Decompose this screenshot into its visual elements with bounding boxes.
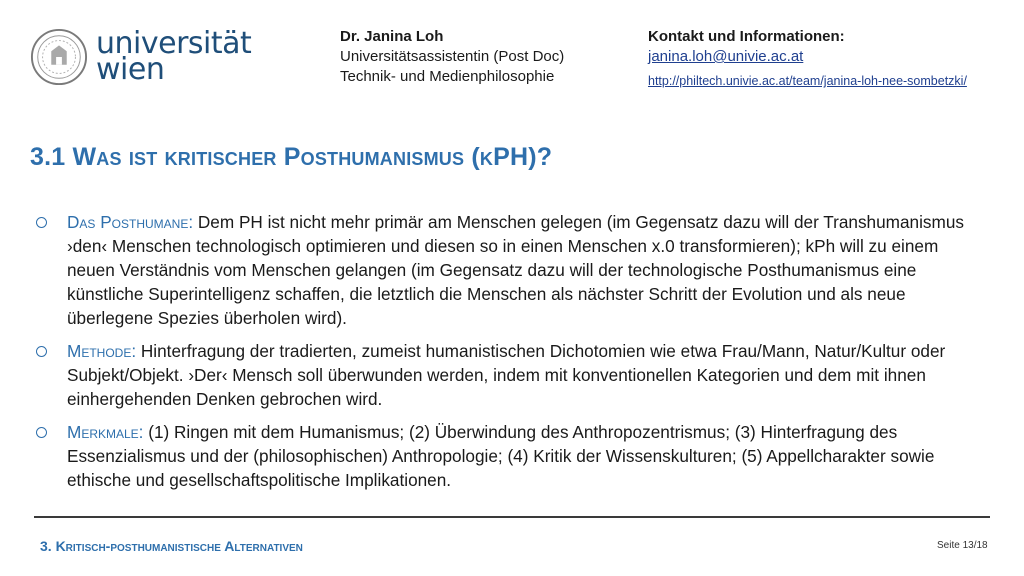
- bullet-item: [36, 210, 986, 330]
- logo-line-1: universität: [96, 26, 252, 61]
- bullet-term: Methode:: [67, 341, 137, 361]
- university-wordmark: [96, 26, 252, 87]
- bullet-item: [36, 420, 986, 492]
- author-block: [340, 27, 564, 87]
- contact-block: [648, 27, 967, 91]
- bullet-term: Merkmale:: [67, 422, 144, 442]
- bullet-text: Dem PH ist nicht mehr primär am Menschen gelegen (im Gegensatz dazu will der Transhumanismus ›den‹ Menschen technologisch optimieren und diesen so in einen Menschen x.0 transformieren); kPh will zu einem neuen Verständnis vom Menschen gelangen (im Gegensatz dazu will der technologische Posthumanismus eine künstliche Superintelligenz schaffen, die letztlich die Menschen als nächster Schritt der Evolution und als neue überlegene Spezies überholen wird).: [67, 212, 964, 328]
- circle-bullet-icon: [36, 346, 47, 357]
- contact-heading: Kontakt und Informationen:: [648, 28, 845, 45]
- bullet-list: [36, 210, 986, 501]
- author-field: Technik- und Medienphilosophie: [340, 68, 555, 85]
- author-role: Universitätsassistentin (Post Doc): [340, 48, 565, 65]
- footer-divider: [34, 516, 990, 518]
- circle-bullet-icon: [36, 427, 47, 438]
- email-link[interactable]: janina.loh@univie.ac.at: [648, 48, 804, 65]
- slide-title: 3.1 Was ist kritischer Posthumanismus (kPH)?: [30, 143, 553, 171]
- website-link[interactable]: http://philtech.univie.ac.at/team/janina-loh-nee-sombetzki/: [648, 74, 967, 88]
- page-number: Seite 13/18: [937, 540, 988, 551]
- circle-bullet-icon: [36, 217, 47, 228]
- university-logo: [30, 28, 251, 86]
- bullet-term: Das Posthumane:: [67, 212, 194, 232]
- bullet-text: (1) Ringen mit dem Humanismus; (2) Überwindung des Anthropozentrismus; (3) Hinterfragung des Essenzialismus und der (philosophischen) Anthropologie; (4) Kritik der Wissenskulturen; (5) Appellcharakter sowie ethische und gesellschaftspolitische Implikationen.: [67, 422, 935, 490]
- university-seal-icon: [30, 28, 88, 86]
- bullet-item: [36, 339, 986, 411]
- bullet-text: Hinterfragung der tradierten, zumeist humanistischen Dichotomien wie etwa Frau/Mann, Natur/Kultur oder Subjekt/Objekt. ›Der‹ Mensch soll überwunden werden, indem mit konventionellen Kategorien und dem mit ihnen einhergehenden Denken gebrochen wird.: [67, 341, 946, 409]
- logo-line-2: wien: [96, 52, 165, 87]
- footer-section-title: 3. Kritisch-posthumanistische Alternativen: [40, 538, 303, 554]
- author-name: Dr. Janina Loh: [340, 28, 444, 45]
